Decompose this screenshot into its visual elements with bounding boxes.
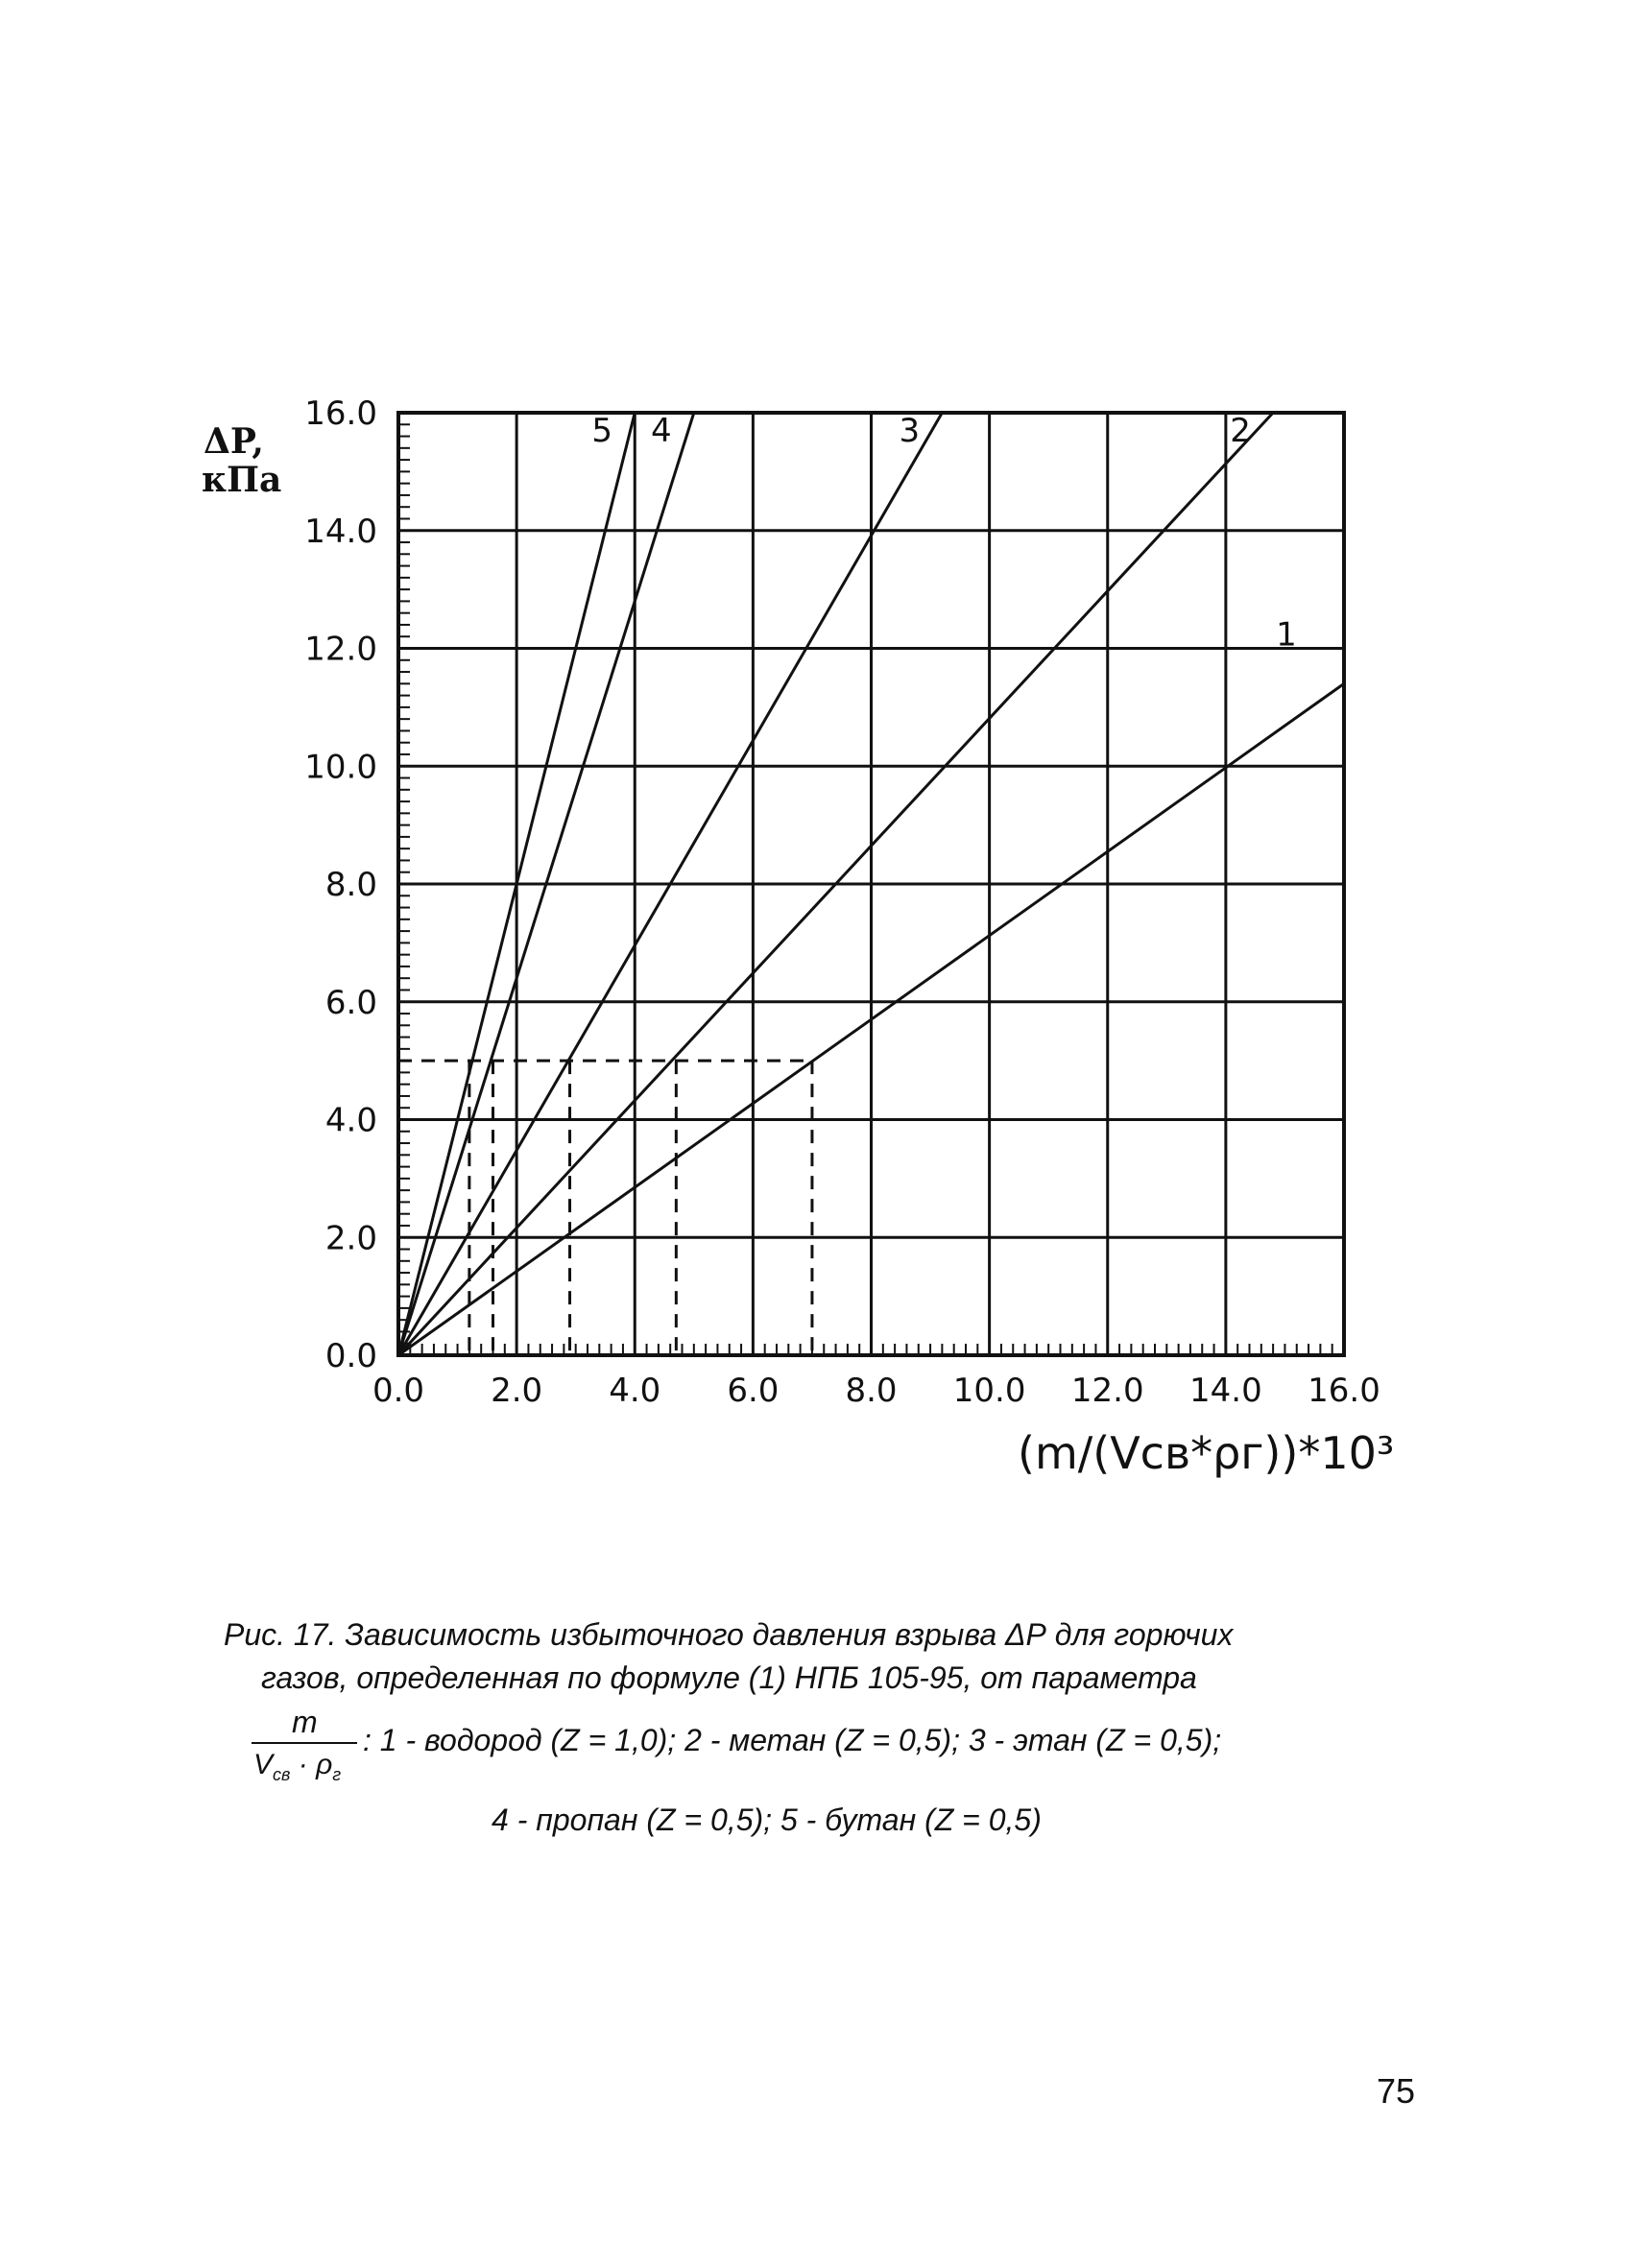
y-tick-label: 0.0 <box>324 1337 377 1375</box>
x-tick-label: 12.0 <box>1070 1372 1144 1410</box>
x-tick-label: 10.0 <box>952 1372 1026 1410</box>
x-tick-label: 14.0 <box>1189 1372 1262 1410</box>
y-tick-label: 12.0 <box>304 630 377 669</box>
minor-ticks <box>398 424 1332 1355</box>
x-axis-label: (m/(Vсв*ρг))*10³ <box>1018 1427 1395 1479</box>
fraction-rho: ρ <box>316 1749 333 1780</box>
series-label-1: 1 <box>1276 615 1297 655</box>
y-tick-label: 8.0 <box>324 866 377 904</box>
grid <box>398 413 1344 1355</box>
fraction-numerator: m <box>292 1705 318 1739</box>
fraction-bar <box>252 1742 357 1744</box>
series-label-5: 5 <box>591 412 613 450</box>
y-tick-label: 6.0 <box>324 983 377 1022</box>
caption-line-3: : 1 - водород (Z = 1,0); 2 - метан (Z = 0,5); 3 - этан (Z = 0,5); <box>363 1723 1222 1757</box>
fraction-v: V <box>253 1749 274 1780</box>
caption-line-4: 4 - пропан (Z = 0,5); 5 - бутан (Z = 0,5) <box>492 1802 1042 1837</box>
x-tick-label: 16.0 <box>1308 1372 1380 1410</box>
fraction-sub-sv: св <box>273 1765 291 1784</box>
y-tick-label: 10.0 <box>304 748 377 787</box>
x-tick-label: 4.0 <box>609 1372 661 1410</box>
y-tick-label: 2.0 <box>324 1219 377 1258</box>
x-tick-label: 8.0 <box>845 1372 898 1410</box>
fraction-sub-g: г <box>332 1765 342 1784</box>
caption-line-1: Рис. 17. Зависимость избыточного давления взрыва ΔР для горючих <box>224 1617 1234 1652</box>
x-tick-label: 2.0 <box>491 1372 543 1410</box>
x-tick-label: 6.0 <box>727 1372 780 1410</box>
series-label-2: 2 <box>1230 412 1251 450</box>
fraction-dot: · <box>298 1749 308 1780</box>
y-tick-labels <box>304 394 377 1375</box>
y-tick-label: 16.0 <box>304 394 377 433</box>
y-tick-label: 14.0 <box>304 512 377 551</box>
page-number: 75 <box>1377 2071 1416 2111</box>
series-label-3: 3 <box>899 412 921 450</box>
y-axis-label-line1: ΔP, <box>204 421 264 462</box>
y-axis-label-line2: кПа <box>202 460 282 500</box>
y-tick-label: 4.0 <box>324 1101 377 1140</box>
caption-line-2: газов, определенная по формуле (1) НПБ 105-95, от параметра <box>261 1660 1197 1695</box>
x-tick-label: 0.0 <box>372 1372 425 1410</box>
series-label-4: 4 <box>650 412 672 450</box>
fraction-denominator <box>253 1749 341 1785</box>
x-tick-labels <box>372 1372 1380 1410</box>
series-labels <box>591 412 1296 654</box>
